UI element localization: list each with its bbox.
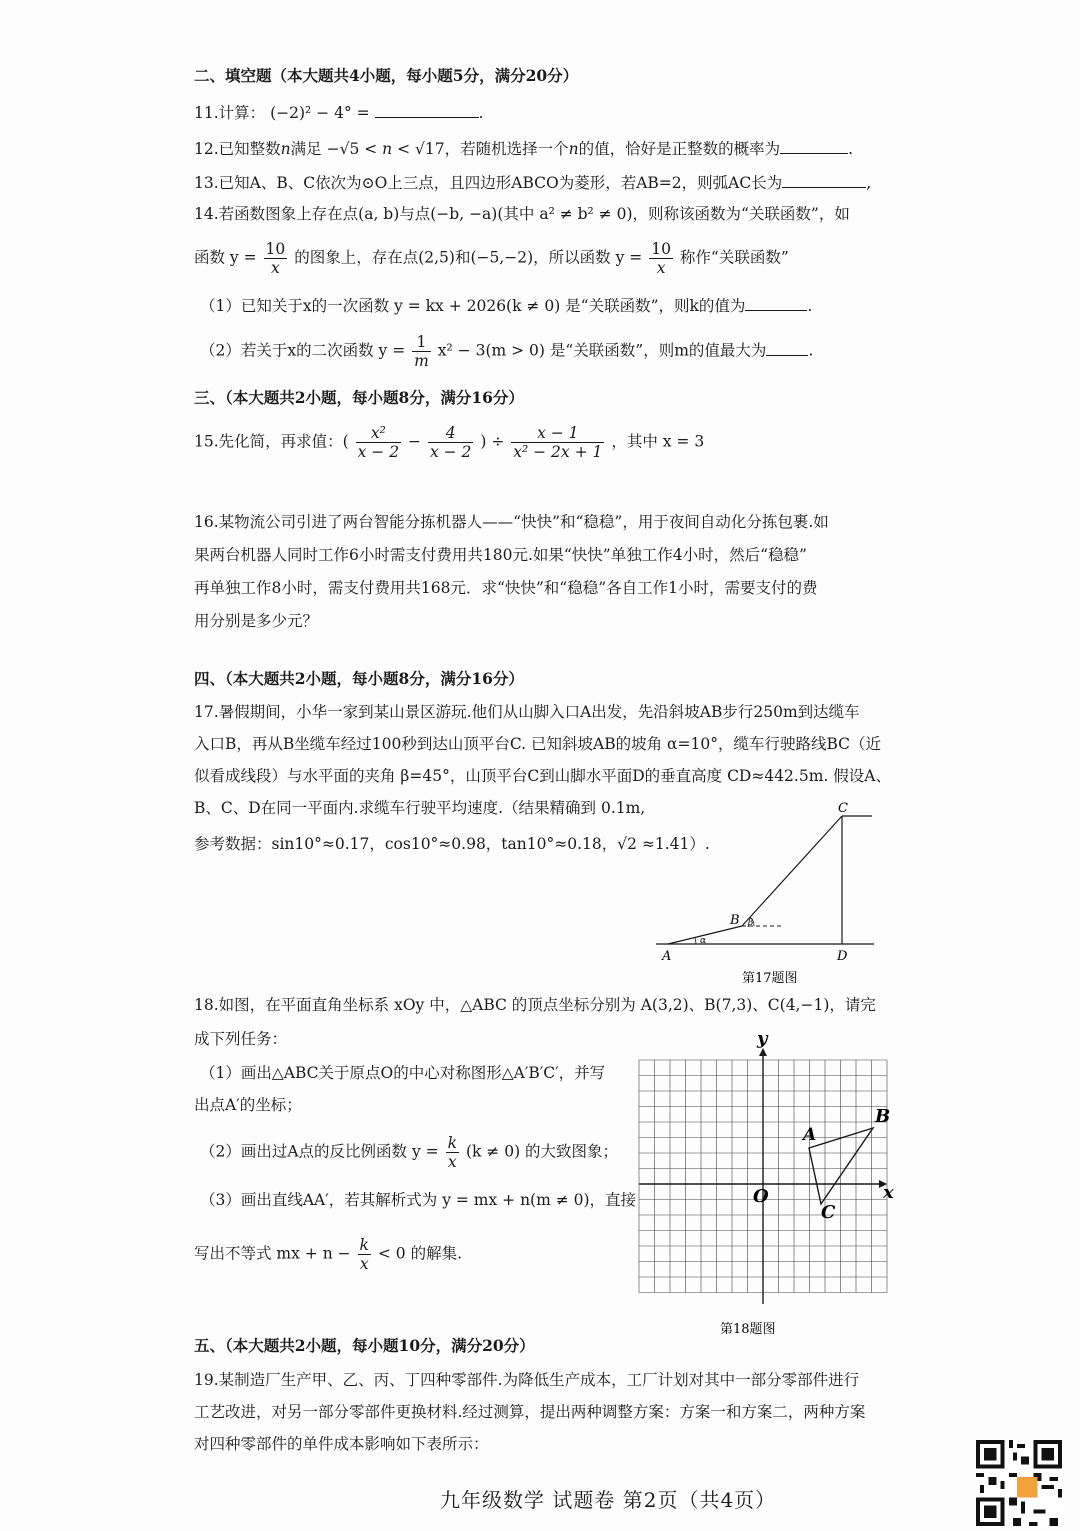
section2-heading: 二、填空题（本大题共4小题，每小题5分，满分20分） — [194, 66, 579, 85]
fig18-triangle-abc — [809, 1128, 873, 1204]
q11-suffix: . — [478, 104, 484, 122]
q18-p3-fraction — [358, 1236, 371, 1273]
q15-f2-den: x − 2 — [429, 443, 472, 461]
q14-part2-blank — [766, 341, 808, 356]
q14-frac-den-2: x — [656, 259, 666, 277]
q18-p3-num: k — [359, 1236, 369, 1254]
section5-heading: 五、（本大题共2小题，每小题10分，满分20分） — [194, 1336, 535, 1355]
fig18-label-x: x — [883, 1182, 894, 1203]
q17-line-3: 似看成线段）与水平面的夹角 β=45°，山顶平台C到山脚水平面D的垂直高度 CD≈442.5m. 假设A、 — [194, 767, 891, 785]
q15-f2-num: 4 — [428, 424, 473, 443]
q18-part3-a: （3）画出直线AA′，若其解析式为 y = mx + n(m ≠ 0)，直接 — [200, 1191, 637, 1209]
fig17-alpha-arc — [695, 938, 696, 944]
figure-17 — [650, 800, 880, 990]
q18-part1-b: 出点A′的坐标； — [194, 1096, 302, 1114]
fig18-y-arrow — [759, 1048, 767, 1056]
q19-line-2: 工艺改进，对另一部分零部件更换材料.经过测算，提出两种调整方案：方案一和方案二，两种方案 — [194, 1403, 866, 1421]
q15-div: ) ÷ — [480, 432, 505, 451]
q17-line-5: 参考数据：sin10°≈0.17，cos10°≈0.98，tan10°≈0.18，√2 ≈1.41）. — [194, 835, 710, 853]
q19-line-1: 19.某制造厂生产甲、乙、丙、丁四种零部件.为降低生产成本，工厂计划对其中一部分零部件进行 — [194, 1371, 860, 1389]
question-12 — [194, 139, 853, 159]
q12-cond: 满足 — [290, 140, 322, 158]
q14-part1-text: （1）已知关于x的一次函数 y = kx + 2026(k ≠ 0) 是“关联函数”，则k的值为 — [200, 297, 746, 315]
q18-p3b-b: < 0 的解集. — [377, 1244, 463, 1263]
fig17-cable-bc — [742, 816, 842, 926]
page-footer: 九年级数学 试题卷 第2页（共4页） — [440, 1488, 777, 1512]
fig17-label-a: A — [662, 949, 672, 964]
q12-var2: n — [568, 140, 579, 158]
fig18-label-c: C — [821, 1202, 836, 1223]
figure-18 — [625, 1030, 905, 1340]
q14-part2-den: m — [414, 352, 429, 370]
q12-suffix: . — [848, 140, 854, 158]
q15-prefix: 15.先化简，再求值：( — [194, 432, 349, 451]
section3-heading: 三、（本大题共2小题，每小题8分，满分16分） — [194, 388, 524, 407]
q18-part1-a: （1）画出△ABC关于原点O的中心对称图形△A′B′C′，并写 — [200, 1064, 606, 1082]
q13-answer-blank — [782, 173, 866, 188]
q17-line-2: 入口B，再从B坐缆车经过100秒到达山顶平台C. 已知斜坡AB的坡角 α=10°，缆车行驶路线BC（近 — [194, 735, 882, 753]
q12-var: n — [280, 140, 291, 158]
q19-line-3: 对四种零部件的单件成本影响如下表所示： — [194, 1435, 489, 1453]
q14-part1-end: . — [807, 297, 813, 315]
question-13 — [194, 173, 871, 193]
fig17-label-c: C — [838, 801, 848, 816]
q11-prefix: 11.计算： — [194, 104, 266, 122]
fig18-label-o: O — [753, 1186, 769, 1207]
q18-p3b-a: 写出不等式 mx + n − — [194, 1244, 351, 1263]
q18-p2-b: (k ≠ 0) 的大致图象； — [465, 1142, 619, 1161]
q16-line-4: 用分别是多少元？ — [194, 612, 319, 630]
fig17-label-alpha: α — [700, 936, 707, 946]
q12-rest: ，若随机选择一个 — [444, 140, 569, 158]
q18-part2 — [200, 1134, 618, 1171]
q15-f3-den: x² − 2x + 1 — [513, 443, 603, 461]
q14-part2-a: （2）若关于x的二次函数 y = — [200, 341, 406, 360]
q15-f1-den: x − 2 — [357, 443, 400, 461]
q15-f1-num: x² — [356, 424, 401, 443]
q14-fraction-10-over-x-2 — [649, 240, 673, 277]
fig17-label-b: B — [730, 913, 740, 928]
question-14-line2 — [194, 240, 789, 277]
q18-p2-num: k — [447, 1134, 457, 1152]
q15-minus: − — [408, 432, 422, 451]
q17-line-4: B、C、D在同一平面内.求缆车行驶平均速度.（结果精确到 0.1m, — [194, 799, 646, 817]
fig17-label-beta: β — [748, 918, 754, 928]
q12-ineq-var: n — [382, 140, 393, 158]
q14-line2-a: 函数 y = — [194, 248, 257, 267]
q18-part3-b — [194, 1236, 462, 1273]
q15-fraction-1 — [356, 424, 401, 461]
q12-rest2: 的值，恰好是正整数的概率为 — [578, 140, 781, 158]
q14-line2-c: 称作“关联函数” — [679, 248, 789, 267]
q13-text: 13.已知A、B、C依次为⊙O上三点，且四边形ABCO为菱形，若AB=2，则弧AC长为 — [194, 174, 783, 192]
q11-expr: (−2)² − 4° = — [270, 104, 370, 122]
q17-line-1: 17.暑假期间，小华一家到某山景区游玩.他们从山脚入口A出发，先沿斜坡AB步行250m到达缆车 — [194, 703, 860, 721]
question-14-part1 — [200, 296, 812, 316]
q16-line-3: 再单独工作8小时，需支付费用共168元．求“快快”和“稳稳”各自工作1小时，需要支付的费 — [194, 579, 818, 597]
q14-part2-fraction — [412, 333, 431, 370]
fig18-label-a: A — [803, 1125, 817, 1145]
section4-heading: 四、（本大题共2小题，每小题8分，满分16分） — [194, 669, 524, 688]
q14-frac-num-2: 10 — [651, 240, 671, 258]
q18-line-1: 18.如图，在平面直角坐标系 xOy 中，△ABC 的顶点坐标分别为 A(3,2)、B(7,3)、C(4,−1)，请完 — [194, 996, 876, 1014]
q12-prefix: 12.已知整数 — [194, 140, 281, 158]
q14-frac-den: x — [271, 259, 280, 277]
fig18-caption: 第18题图 — [720, 1322, 776, 1337]
q13-suffix: , — [866, 174, 872, 192]
q16-line-2: 果两台机器人同时工作6小时需支付费用共180元.如果“快快”单独工作4小时，然后“稳稳” — [194, 546, 807, 564]
q18-p3-den: x — [359, 1255, 369, 1273]
q14-fraction-10-over-x — [264, 240, 288, 277]
qr-code-icon — [976, 1440, 1062, 1526]
q15-fraction-3 — [511, 424, 604, 461]
question-14-line1: 14.若函数图象上存在点(a, b)与点(−b, −a)(其中 a² ≠ b² ≠ 0)，则称该函数为“关联函数”，如 — [194, 205, 850, 223]
q15-fraction-2 — [428, 424, 473, 461]
question-15 — [194, 424, 704, 461]
q15-f3-num: x − 1 — [511, 424, 604, 443]
fig18-label-y: y — [757, 1030, 768, 1049]
q14-line2-b: 的图象上，存在点(2,5)和(−5,−2)，所以函数 y = — [294, 248, 643, 267]
q14-part2-end: . — [808, 341, 814, 360]
fig17-label-d: D — [837, 949, 848, 964]
q18-p2-a: （2）画出过A点的反比例函数 y = — [200, 1142, 439, 1161]
q18-p2-den: x — [447, 1153, 457, 1171]
q15-suffix: ，其中 x = 3 — [611, 432, 705, 451]
question-11 — [194, 103, 484, 123]
q14-part2-num: 1 — [412, 333, 431, 352]
q16-line-1: 16.某物流公司引进了两台智能分拣机器人——“快快”和“稳稳”，用于夜间自动化分拣包裹.如 — [194, 513, 829, 531]
fig18-label-b: B — [875, 1106, 891, 1127]
q18-line-2: 成下列任务： — [194, 1030, 288, 1048]
q18-p2-fraction — [446, 1134, 459, 1171]
question-14-part2 — [200, 333, 813, 370]
q12-ineq-right: < √17 — [397, 140, 445, 158]
q12-ineq-left: −√5 < — [326, 140, 378, 158]
fig17-caption: 第17题图 — [742, 971, 798, 986]
q12-answer-blank — [780, 139, 848, 154]
q11-answer-blank — [375, 103, 479, 118]
q14-part2-b: x² − 3(m > 0) 是“关联函数”，则m的值最大为 — [437, 341, 767, 360]
q14-frac-num: 10 — [265, 240, 286, 258]
q14-part1-blank — [745, 296, 807, 311]
